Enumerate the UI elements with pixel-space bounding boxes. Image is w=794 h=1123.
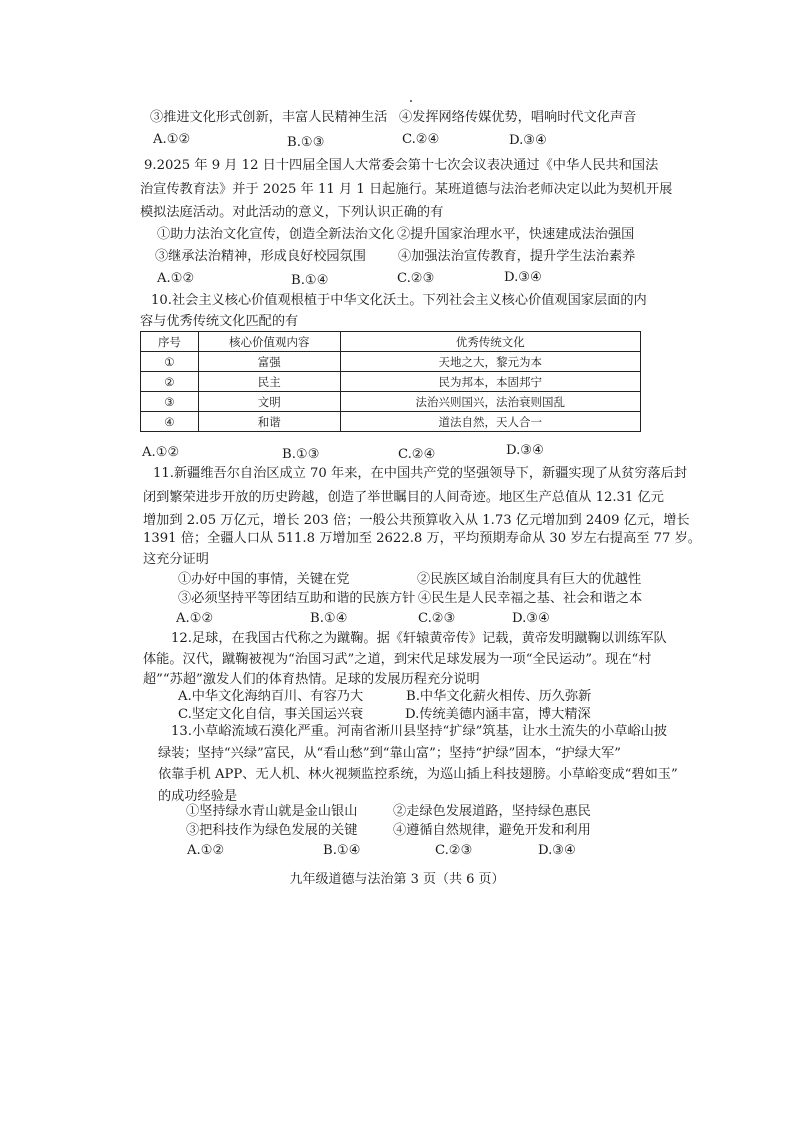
q8-item3: ③推进文化形式创新，丰富人民精神生活: [150, 110, 388, 125]
q11-stem-line: 11.新疆维吾尔自治区成立 70 年来，在中国共产党的坚强领导下，新疆实现了从贫穷落后封: [153, 466, 688, 481]
q13-item2: ②走绿色发展道路，坚持绿色惠民: [393, 804, 591, 819]
q11-stem-line: 闭到繁荣进步开放的历史跨越，创造了举世瞩目的人间奇迹。地区生产总值从 12.31 亿元: [143, 490, 664, 505]
q12-option-b: B.中华文化薪火相传、历久弥新: [406, 689, 592, 704]
q12-option-a: A.中华文化海纳百川、有容乃大: [178, 689, 364, 704]
q12-option-c: C.坚定文化自信，事关国运兴衰: [178, 707, 364, 722]
page-footer: 九年级道德与法治第 3 页（共 6 页）: [289, 872, 505, 887]
q8-option-a: A.①②: [153, 132, 191, 147]
table-cell: 天地之大，黎元为本: [340, 352, 640, 372]
q10-stem-line: 10.社会主义核心价值观根植于中华文化沃土。下列社会主义核心价值观国家层面的内: [151, 293, 647, 308]
q11-option-d: D.③④: [512, 611, 550, 626]
table-header-row: [141, 332, 641, 352]
q8-option-b: B.①③: [287, 135, 325, 150]
q8-option-d: D.③④: [509, 133, 547, 148]
table-cell: ①: [141, 352, 199, 372]
table-row: [141, 372, 641, 392]
table-header: 序号: [141, 332, 199, 352]
q10-option-a: A.①②: [142, 445, 180, 460]
q10-option-c: C.②④: [398, 447, 436, 462]
q9-item4: ④加强法治宣传教育，提升学生法治素养: [398, 249, 636, 264]
table-row: [141, 392, 641, 412]
q9-item3: ③继承法治精神，形成良好校园氛围: [155, 249, 366, 264]
table-cell: 富强: [198, 352, 340, 372]
q13-item1: ①坚持绿水青山就是金山银山: [186, 804, 358, 819]
q10-option-d: D.③④: [506, 443, 544, 458]
q11-item2: ②民族区域自治制度具有巨大的优越性: [417, 572, 642, 587]
q13-stem-line: 13.小草峪流域石漠化严重。河南省淅川县坚持“扩绿”筑基，让水土流失的小草峪山披: [171, 724, 668, 739]
q11-item1: ①办好中国的事情，关键在党: [178, 572, 350, 587]
table-cell: 民为邦本，本固邦宁: [340, 372, 640, 392]
q12-stem-line: 体能。汉代，蹴鞠被视为“治国习武”之道，到宋代足球发展为一项“全民运动”。现在“村: [143, 652, 652, 667]
q9-stem-line: 治宣传教育法》并于 2025 年 11 月 1 日起施行。某班道德与法治老师决定以此为契机开展: [140, 182, 673, 197]
table-cell: 文明: [198, 392, 340, 412]
q11-option-b: B.①④: [310, 611, 348, 626]
table-row: [141, 352, 641, 372]
q9-stem-line: 9.2025 年 9 月 12 日十四届全国人大常委会第十七次会议表决通过《中华人民共和国法: [144, 158, 659, 173]
q13-option-b: B.①④: [323, 843, 361, 858]
table-cell: 民主: [198, 372, 340, 392]
q10-stem-line: 容与优秀传统文化匹配的有: [140, 314, 299, 329]
q13-option-a: A.①②: [187, 843, 225, 858]
q9-stem-line: 模拟法庭活动。对此活动的意义，下列认识正确的有: [140, 205, 444, 220]
q13-stem-line: 绿装；坚持“兴绿”富民，从“看山愁”到“靠山富”；坚持“护绿”固本，“护绿大军”: [158, 746, 622, 761]
q11-stem-line: 增加到 2.05 万亿元，增长 203 倍；一般公共预算收入从 1.73 亿元增加到 2409 亿元，增长: [143, 513, 690, 528]
q8-option-c: C.②④: [402, 132, 440, 147]
q13-option-d: D.③④: [538, 843, 576, 858]
q12-stem-line: 12.足球，在我国古代称之为蹴鞠。据《轩辕黄帝传》记载，黄帝发明蹴鞠以训练军队: [171, 631, 667, 646]
table-cell: ④: [141, 412, 199, 432]
q12-stem-line: 超”“苏超”激发人们的体育热情。足球的发展历程充分说明: [143, 672, 480, 687]
q8-item4: ④发挥网络传媒优势，唱响时代文化声音: [399, 110, 637, 125]
q11-option-c: C.②③: [418, 611, 456, 626]
q10-option-b: B.①③: [282, 447, 320, 462]
q9-item1: ①助力法治文化宣传，创造全新法治文化: [157, 227, 395, 242]
q13-item3: ③把科技作为绿色发展的关键: [186, 823, 358, 838]
table-cell: 和谐: [198, 412, 340, 432]
q13-option-c: C.②③: [435, 843, 473, 858]
q10-table: [140, 331, 641, 432]
table-cell: 道法自然，天人合一: [340, 412, 640, 432]
speck: [410, 100, 412, 102]
q11-stem-line: 1391 倍；全疆人口从 511.8 万增加至 2622.8 万，平均预期寿命从 30 岁左右提高至 77 岁。: [143, 531, 701, 546]
q11-item4: ④民生是人民幸福之基、社会和谐之本: [418, 591, 643, 606]
table-cell: 法治兴则国兴，法治衰则国乱: [340, 392, 640, 412]
q11-stem-line: 这充分证明: [143, 552, 209, 567]
q11-item3: ③必须坚持平等团结互助和谐的民族方针: [178, 591, 416, 606]
q13-item4: ④遵循自然规律，避免开发和利用: [393, 823, 591, 838]
table-header: 优秀传统文化: [340, 332, 640, 352]
q9-option-d: D.③④: [504, 270, 542, 285]
q12-option-d: D.传统美德内涵丰富，博大精深: [405, 707, 591, 722]
q13-stem-line: 依靠手机 APP、无人机、林火视频监控系统，为巡山插上科技翅膀。小草峪变成“碧如玉”: [158, 767, 678, 782]
q9-item2: ②提升国家治理水平，快速建成法治强国: [397, 227, 635, 242]
q9-option-c: C.②③: [397, 271, 435, 286]
q11-option-a: A.①②: [176, 611, 214, 626]
table-header: 核心价值观内容: [198, 332, 340, 352]
table-cell: ②: [141, 372, 199, 392]
table-cell: ③: [141, 392, 199, 412]
q9-option-a: A.①②: [157, 271, 195, 286]
q13-stem-line: 的成功经验是: [158, 789, 238, 804]
q9-option-b: B.①④: [291, 273, 329, 288]
table-row: [141, 412, 641, 432]
